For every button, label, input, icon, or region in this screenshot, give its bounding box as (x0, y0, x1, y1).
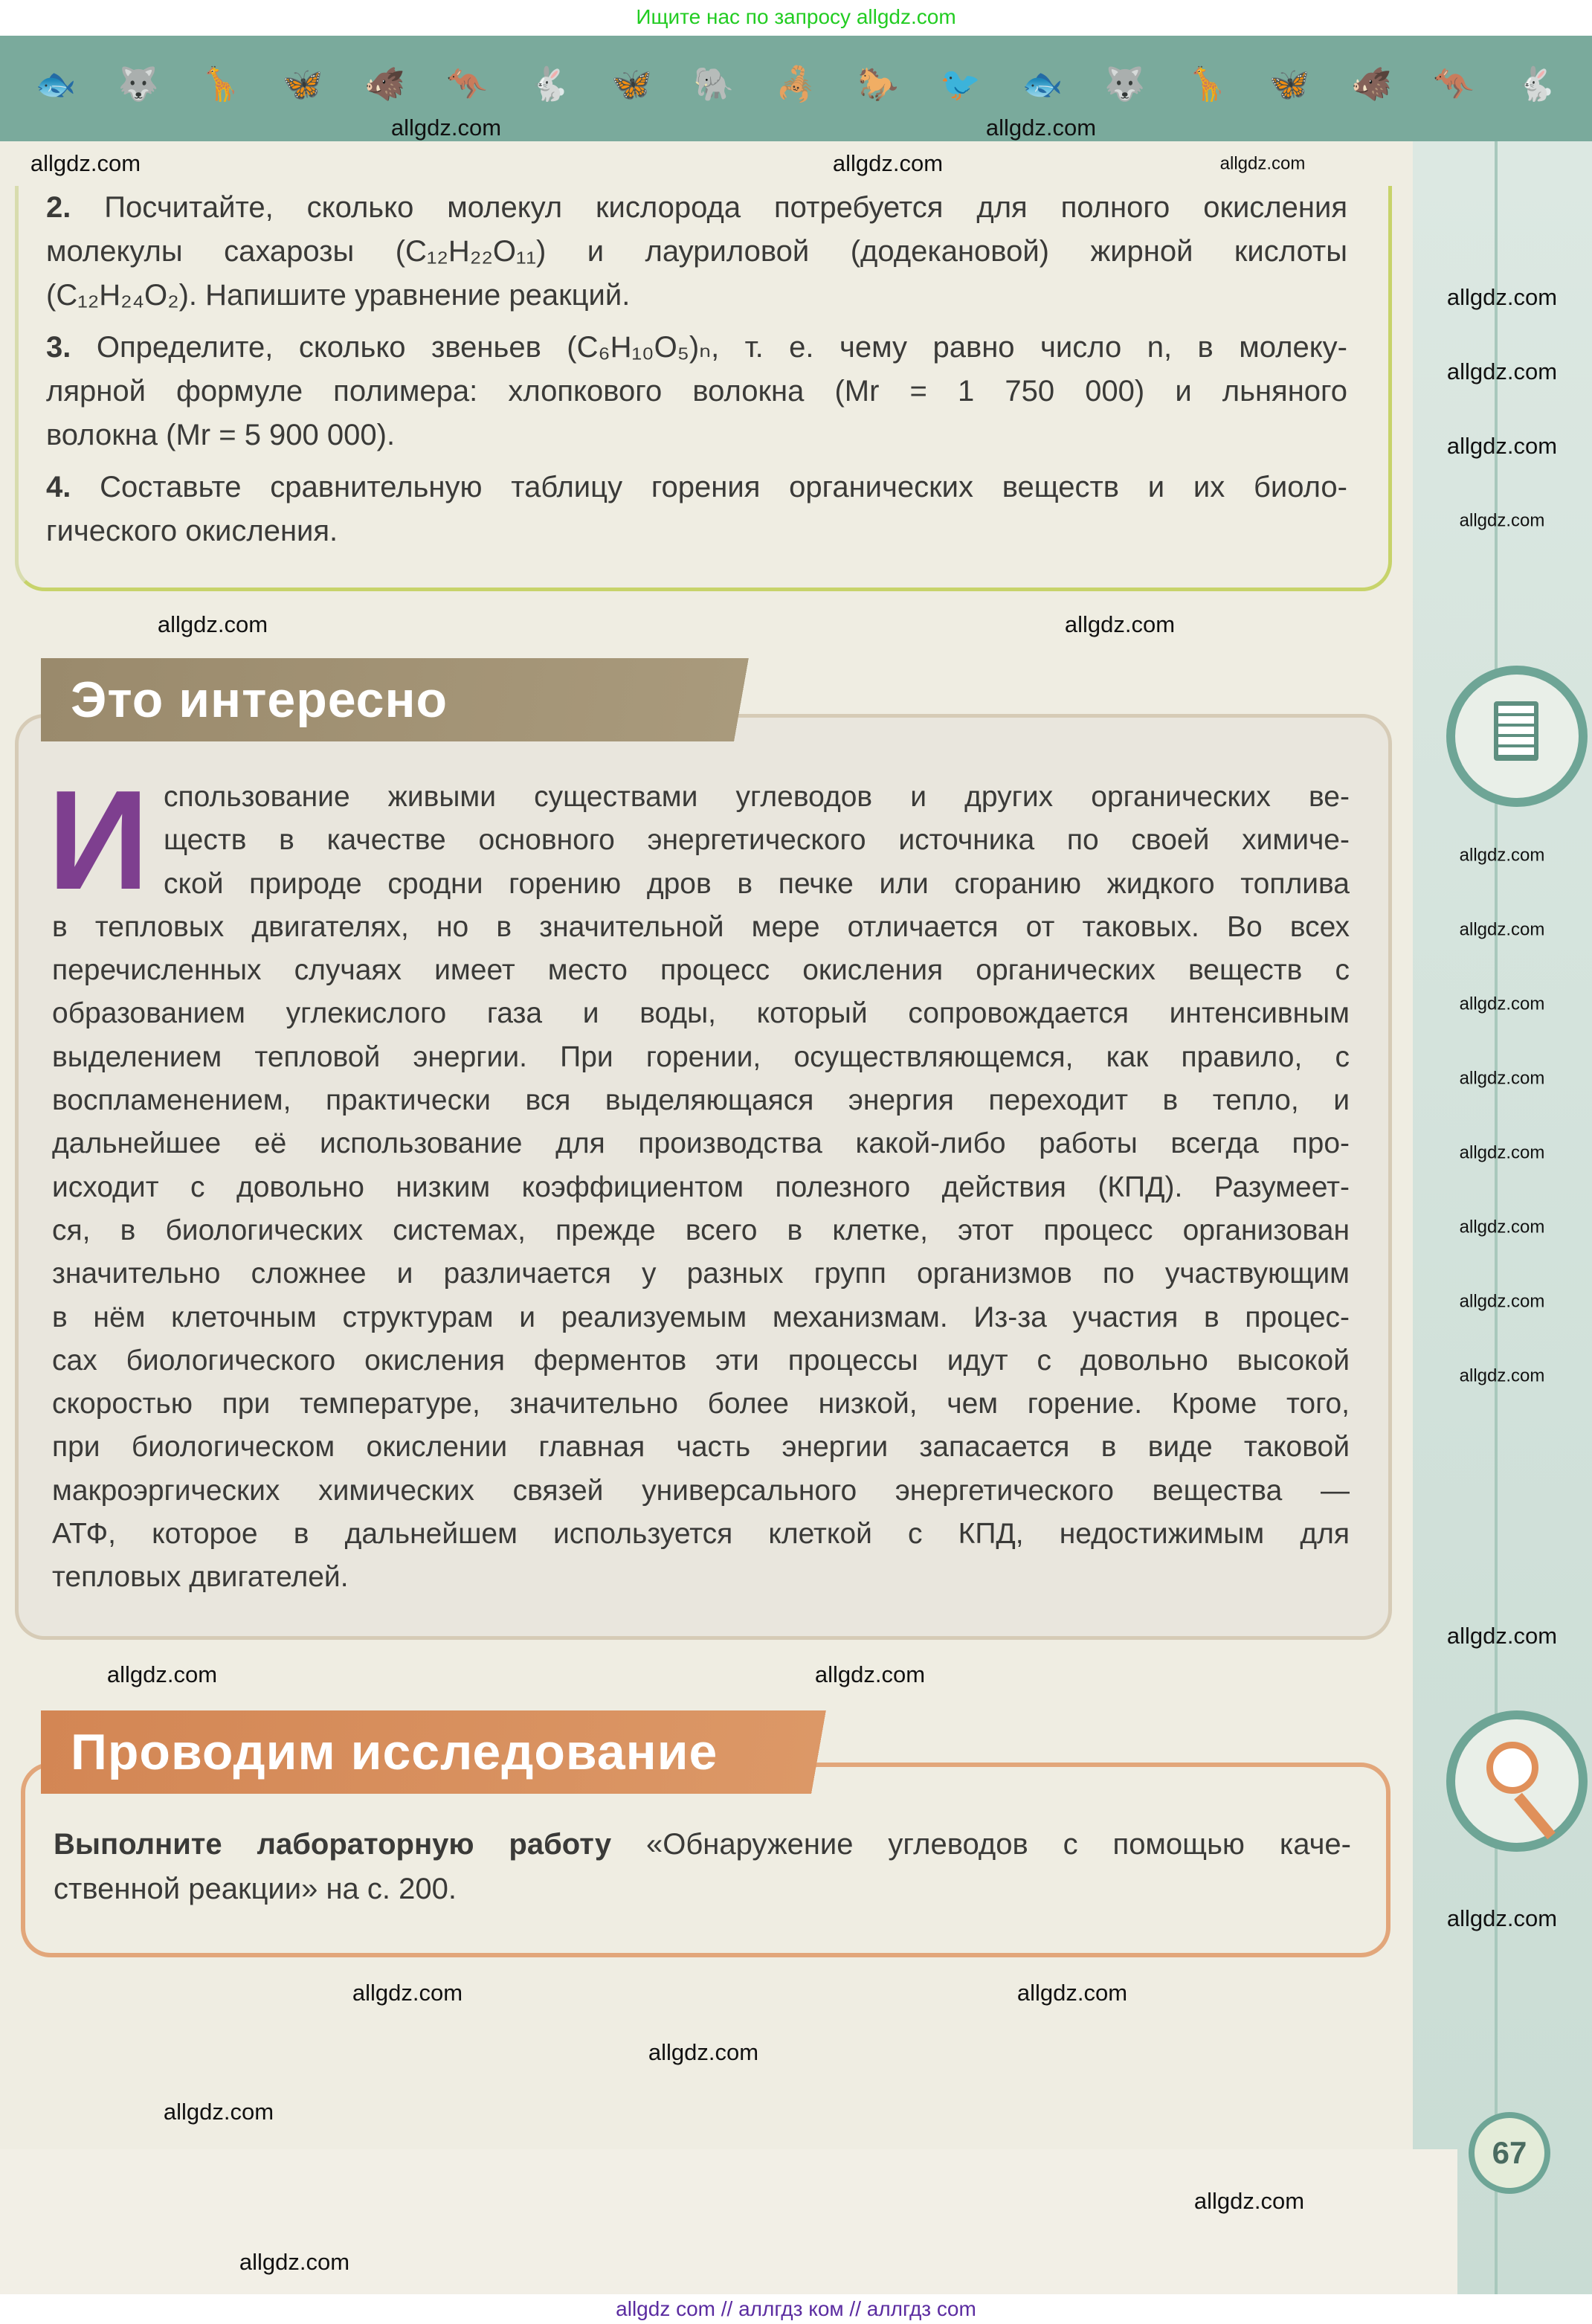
watermark: allgdz.com (1446, 284, 1558, 310)
fish-icon: 🐟 (1022, 66, 1063, 103)
paragraph-line: дальнейшее её использование для производства какой-либо работы всегда про- (52, 1127, 1350, 1160)
watermark: allgdz.com (1459, 1365, 1545, 1386)
watermark: allgdz.com (30, 150, 141, 176)
paragraph-line: макроэргических химических связей универсального энергетического вещества — (52, 1474, 1350, 1507)
elephant-icon: 🐘 (693, 66, 735, 103)
kangaroo-icon: 🦘 (1433, 66, 1475, 103)
scorpion-icon: 🦂 (776, 66, 816, 103)
watermark: allgdz.com (648, 2039, 759, 2065)
question-text: Составьте сравнительную таблицу горения органических веществ и их биоло- (100, 471, 1348, 503)
paragraph-line: АТФ, которое в дальнейшем используется клеткой с КПД, недостижимым для (52, 1518, 1350, 1551)
question-number: 4. (46, 471, 71, 503)
task-text-line2: ственной реакции» на с. 200. (54, 1873, 457, 1905)
paragraph-line: ществ в качестве основного энергетического источника по своей химиче- (164, 824, 1350, 857)
paragraph-line: скоростью при температуре, значительно более низкой, чем горение. Кроме того, (52, 1388, 1350, 1420)
paragraph-line: ской природе сродни горению дров в печке или сгоранию жидкого топлива (164, 867, 1350, 900)
watermark: allgdz.com (1459, 1142, 1545, 1163)
search-hint-banner: Ищите нас по запросу allgdz.com (0, 0, 1592, 36)
paragraph-line: сах биологического окисления ферментов эти процессы идут с довольно высокой (52, 1344, 1350, 1377)
watermark: allgdz.com (390, 115, 502, 141)
butterfly-icon: 🦋 (282, 66, 323, 103)
butterfly-icon: 🦋 (610, 66, 652, 103)
paragraph-line: перечисленных случаях имеет место процесс окисления органических веществ с (52, 954, 1350, 987)
questions-list (46, 186, 1347, 553)
question-text: Посчитайте, сколько молекул кислорода потребуется для полного окисления (104, 191, 1347, 224)
watermark: allgdz.com (1219, 153, 1306, 174)
butterfly-icon: 🦋 (1269, 66, 1310, 103)
bird-icon: 🐦 (940, 66, 982, 103)
question-number: 3. (46, 331, 71, 364)
watermark: allgdz.com (1459, 1068, 1545, 1089)
watermark: allgdz.com (985, 115, 1097, 141)
horse-icon: 🐎 (857, 66, 899, 103)
watermark: allgdz.com (1459, 994, 1545, 1014)
watermark: allgdz.com (1446, 1623, 1558, 1649)
animal-silhouette-header (0, 36, 1592, 141)
watermark: allgdz.com (1064, 611, 1176, 637)
paragraph-line: спользование живыми существами углеводов и других органических ве- (164, 781, 1350, 813)
question-number: 2. (46, 191, 71, 224)
page-number: 67 (1469, 2112, 1550, 2194)
question-3 (46, 326, 1347, 370)
question-4 (46, 466, 1347, 509)
watermark: allgdz.com (1193, 2188, 1305, 2214)
watermark: allgdz.com (157, 611, 268, 637)
watermark: allgdz.com (239, 2249, 350, 2275)
question-2 (46, 186, 1347, 230)
wolf-icon: 🐺 (117, 66, 159, 103)
question-2-line: (C₁₂H₂₄O₂). Напишите уравнение реакций. (46, 279, 631, 312)
interesting-title: Это интересно (41, 658, 911, 741)
watermark: allgdz.com (352, 1980, 463, 2006)
footer-links: allgdz com // аллгдз ком // аллгдз com (0, 2294, 1592, 2324)
paragraph-line: исходит с довольно низким коэффициентом полезного действия (КПД). Разумеет- (52, 1171, 1350, 1203)
watermark: allgdz.com (1459, 1291, 1545, 1312)
watermark: allgdz.com (1016, 1980, 1128, 2006)
paragraph-line: воспламенением, практически вся выделяющаяся энергия переходит в тепло, и (52, 1084, 1350, 1117)
page-bottom (0, 2149, 1457, 2294)
watermark: allgdz.com (1459, 510, 1545, 531)
giraffe-icon: 🦒 (1186, 66, 1228, 103)
rabbit-icon: 🐇 (1515, 66, 1557, 103)
kangaroo-icon: 🦘 (446, 66, 488, 103)
watermark: allgdz.com (1459, 1217, 1545, 1237)
interesting-paragraph (52, 776, 1350, 1600)
research-task (54, 1822, 1351, 1911)
task-text: «Обнаружение углеводов с помощью каче- (645, 1828, 1351, 1861)
watermark: allgdz.com (106, 1661, 218, 1687)
task-bold: Выполните лабораторную работу (54, 1828, 612, 1861)
watermark: allgdz.com (1459, 845, 1545, 866)
question-3-line: волокна (Mr = 5 900 000). (46, 419, 396, 451)
giraffe-icon: 🦒 (200, 66, 241, 103)
drop-cap: И (48, 762, 149, 919)
paragraph-line: в тепловых двигателях, но в значительной мере отличается от таковых. Во всех (52, 910, 1350, 943)
boar-icon: 🐗 (1351, 66, 1392, 103)
paragraph-line: образованием углекислого газа и воды, который сопровождается интенсивным (52, 997, 1350, 1030)
question-4-line: гического окисления. (46, 515, 338, 547)
paragraph-line: ся, в биологических системах, прежде всего в клетке, этот процесс организован (52, 1214, 1350, 1246)
document-icon (1446, 666, 1588, 807)
question-text: Определите, сколько звеньев (C₆H₁₀O₅)ₙ, т. е. чему равно число n, в молеку- (96, 331, 1347, 364)
watermark: allgdz.com (1446, 358, 1558, 384)
research-title: Проводим исследование (41, 1710, 1008, 1794)
rabbit-icon: 🐇 (529, 66, 570, 103)
paragraph-line: значительно сложнее и различается у разных групп организмов по участвующим (52, 1258, 1350, 1290)
paragraph-line: при биологическом окислении главная часть энергии запасается в виде таковой (52, 1431, 1350, 1464)
watermark: allgdz.com (814, 1661, 926, 1687)
fish-icon: 🐟 (35, 66, 77, 103)
paragraph-line: выделением тепловой энергии. При горении, осуществляющемся, как правило, с (52, 1040, 1350, 1073)
magnifier-icon (1446, 1710, 1588, 1852)
watermark: allgdz.com (832, 150, 944, 176)
watermark: allgdz.com (1446, 433, 1558, 459)
paragraph-line: тепловых двигателей. (52, 1561, 349, 1594)
paragraph-line: в нём клеточным структурам и реализуемым механизмам. Из-за участия в процес- (52, 1301, 1350, 1333)
question-3-line: лярной формуле полимера: хлопкового волокна (Mr = 1 750 000) и льняного (46, 375, 1347, 408)
watermark: allgdz.com (1459, 919, 1545, 940)
watermark: allgdz.com (1446, 1905, 1558, 1931)
wolf-icon: 🐺 (1104, 66, 1146, 103)
question-2-line: молекулы сахарозы (C₁₂H₂₂O₁₁) и лауриловой (додекановой) жирной кислоты (46, 235, 1347, 268)
watermark: allgdz.com (163, 2099, 274, 2125)
boar-icon: 🐗 (364, 66, 405, 103)
